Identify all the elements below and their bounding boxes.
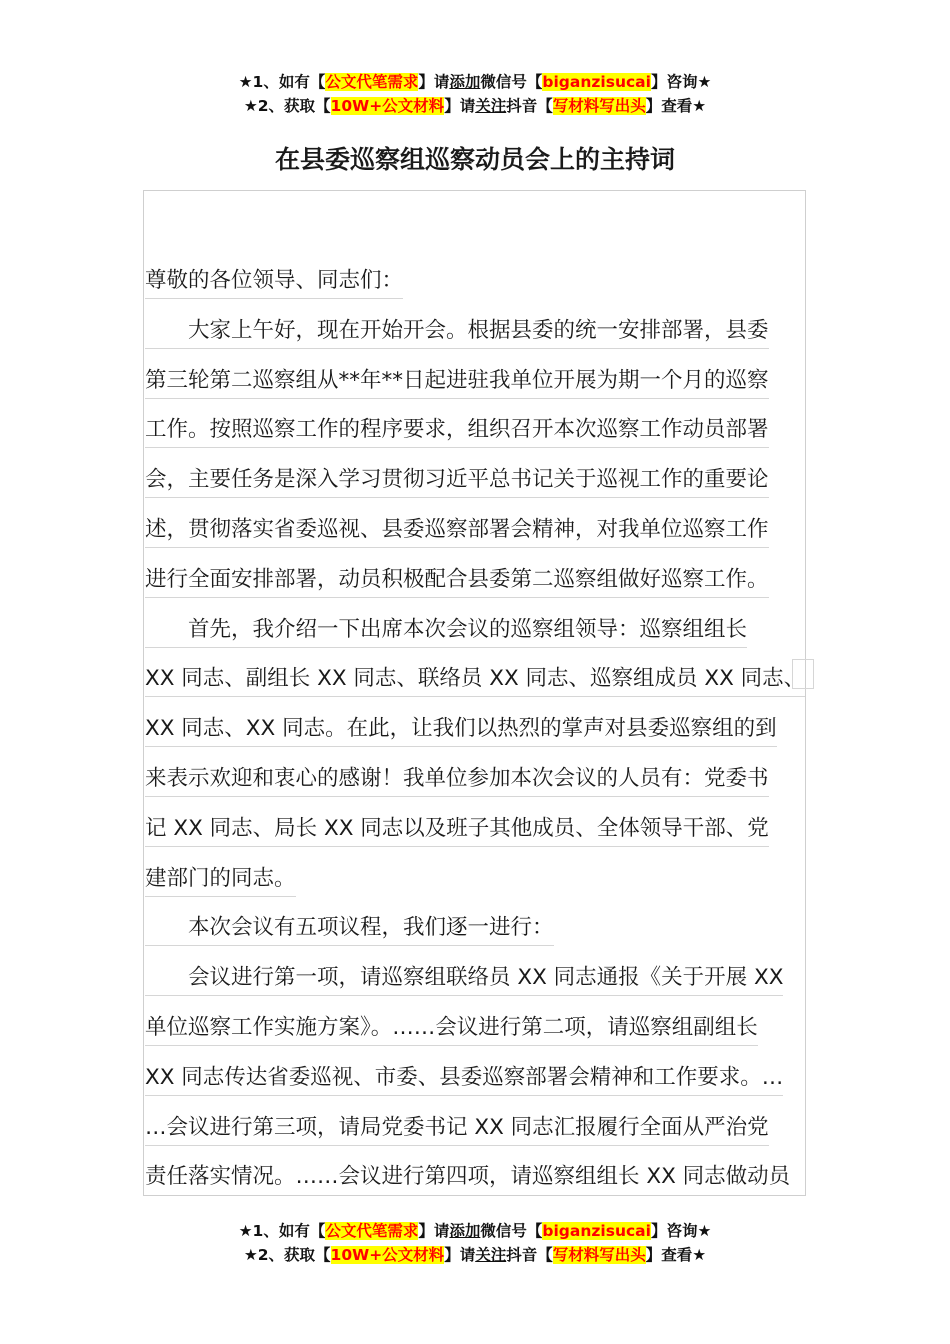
text-line	[145, 903, 805, 953]
text-line	[145, 953, 805, 1003]
banner-line-1	[0, 1219, 950, 1243]
banner-text: 抖音【	[506, 97, 553, 115]
banner-text: 】请	[418, 73, 450, 91]
text-line: 会议进行第一项，请巡察组联络员 XX 同志通报《关于开展 XX	[145, 955, 783, 996]
highlight-service: 公文代笔需求	[325, 1222, 419, 1240]
banner-text: 】查看★	[645, 1246, 707, 1264]
header-banner	[0, 70, 950, 118]
banner-text: ★2、获取【	[243, 1246, 331, 1264]
banner-text: ★1、如有【	[238, 1222, 326, 1240]
banner-text-underlined: 添加	[449, 1222, 481, 1240]
banner-line-2	[0, 1243, 950, 1267]
text-line	[145, 555, 805, 605]
text-line: 本次会议有五项议程，我们逐一进行：	[145, 905, 554, 946]
banner-line-2	[0, 94, 950, 118]
text-line: 第三轮第二巡察组从**年**日起进驻我单位开展为期一个月的巡察	[145, 358, 769, 399]
text-line	[145, 854, 805, 904]
text-line: 进行全面安排部署，动员积极配合县委第二巡察组做好巡察工作。	[145, 557, 769, 598]
text-line	[145, 455, 805, 505]
document-body	[145, 256, 805, 1202]
text-line	[145, 654, 805, 704]
text-line: 首先，我介绍一下出席本次会议的巡察组领导：巡察组组长	[145, 607, 747, 648]
highlight-wechat-id: biganzisucai	[542, 73, 651, 91]
text-line	[145, 1152, 805, 1202]
highlight-wechat-id: biganzisucai	[542, 1222, 651, 1240]
banner-text: 】请	[418, 1222, 450, 1240]
banner-text-underlined: 关注	[475, 1246, 507, 1264]
text-line	[145, 605, 805, 655]
banner-text: 】咨询★	[650, 73, 712, 91]
text-line	[145, 306, 805, 356]
banner-text: ★1、如有【	[238, 73, 326, 91]
highlight-douyin-account: 写材料写出头	[552, 1246, 646, 1264]
footer-banner	[0, 1219, 950, 1267]
text-line: 工作。按照巡察工作的程序要求，组织召开本次巡察工作动员部署	[145, 407, 769, 448]
text-line: 记 XX 同志、局长 XX 同志以及班子其他成员、全体领导干部、党	[145, 806, 769, 847]
banner-text: 】请	[444, 1246, 476, 1264]
text-line: …会议进行第三项，请局党委书记 XX 同志汇报履行全面从严治党	[145, 1105, 769, 1146]
text-line	[145, 1053, 805, 1103]
text-line	[145, 1103, 805, 1153]
salutation-line	[145, 256, 805, 306]
highlight-materials: 10W+公文材料	[330, 1246, 445, 1264]
text-line	[145, 704, 805, 754]
text-line: 建部门的同志。	[145, 856, 296, 897]
text-line	[145, 1003, 805, 1053]
highlight-douyin-account: 写材料写出头	[552, 97, 646, 115]
banner-text: ★2、获取【	[243, 97, 331, 115]
banner-text: 】咨询★	[650, 1222, 712, 1240]
banner-text: 微信号【	[480, 1222, 543, 1240]
text-line	[145, 356, 805, 406]
text-line: 单位巡察工作实施方案》。……会议进行第二项，请巡察组副组长	[145, 1005, 758, 1046]
banner-text: 抖音【	[506, 1246, 553, 1264]
text-line: 尊敬的各位领导、同志们：	[145, 258, 403, 299]
text-line	[145, 405, 805, 455]
text-line: 会，主要任务是深入学习贯彻习近平总书记关于巡视工作的重要论	[145, 457, 769, 498]
banner-text: 】查看★	[645, 97, 707, 115]
banner-text: 】请	[444, 97, 476, 115]
banner-text-underlined: 添加	[449, 73, 481, 91]
highlight-materials: 10W+公文材料	[330, 97, 445, 115]
highlight-service: 公文代笔需求	[325, 73, 419, 91]
text-line	[145, 804, 805, 854]
banner-text: 微信号【	[480, 73, 543, 91]
document-title: 在县委巡察组巡察动员会上的主持词	[274, 145, 675, 174]
text-line: 大家上午好，现在开始开会。根据县委的统一安排部署，县委	[145, 308, 769, 349]
banner-line-1	[0, 70, 950, 94]
text-line: XX 同志、副组长 XX 同志、联络员 XX 同志、巡察组成员 XX 同志、	[145, 656, 805, 697]
text-line: XX 同志、XX 同志。在此，让我们以热烈的掌声对县委巡察组的到	[145, 706, 777, 747]
text-line: 述，贯彻落实省委巡视、县委巡察部署会精神，对我单位巡察工作	[145, 507, 769, 548]
text-line	[145, 754, 805, 804]
text-line: 来表示欢迎和衷心的感谢！我单位参加本次会议的人员有：党委书	[145, 756, 769, 797]
text-line: 责任落实情况。……会议进行第四项，请巡察组组长 XX 同志做动员	[145, 1164, 791, 1190]
text-line: XX 同志传达省委巡视、市委、县委巡察部署会精神和工作要求。…	[145, 1055, 783, 1096]
text-line	[145, 505, 805, 555]
banner-text-underlined: 关注	[475, 97, 507, 115]
